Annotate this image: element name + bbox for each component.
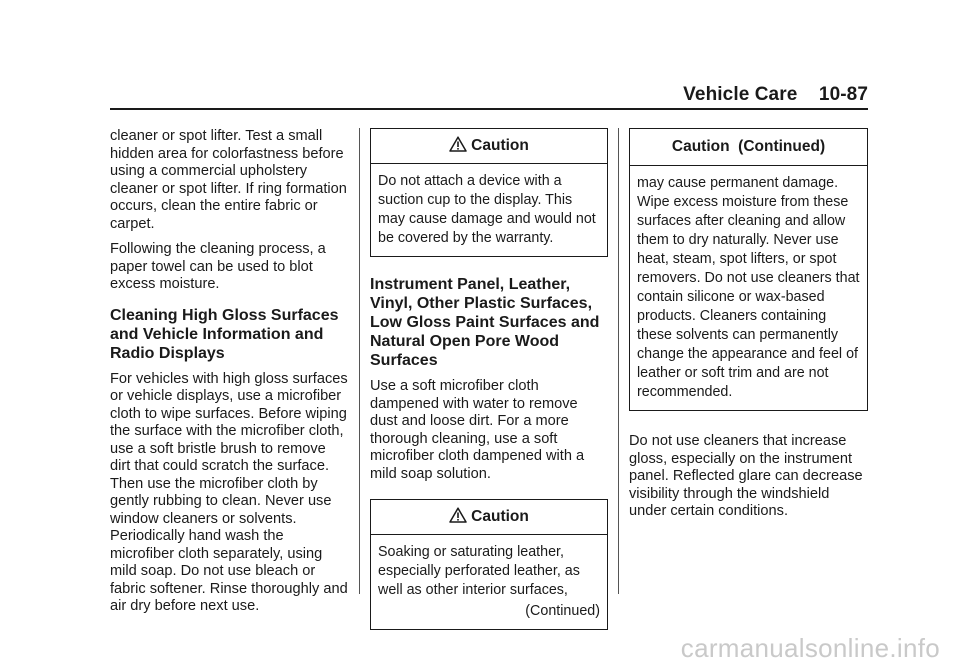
caution-title: Caution (Continued) — [671, 138, 826, 155]
paragraph: Following the cleaning process, a paper towel can be used to blot excess moisture. — [110, 241, 326, 292]
column-divider-1 — [359, 128, 360, 594]
paragraph: cleaner or spot lifter. Test a small hidden area for colorfastness before using a commercial upholstery cleaner or spot lifter. If ring formation occurs, clean the entire fabric or carpet. — [110, 128, 347, 232]
column-1 — [110, 128, 350, 624]
continued-label: (Continued) — [525, 603, 600, 619]
paragraph: Do not use cleaners that increase gloss, especially on the instrument panel. Reflected glare can decrease visibility through the windshield under certain conditions. — [629, 433, 863, 519]
page-header — [110, 80, 868, 106]
watermark: carmanualsonline.info — [680, 633, 940, 663]
caution-header — [371, 129, 607, 164]
paragraph: For vehicles with high gloss surfaces or vehicle displays, use a microfiber cloth to wipe surfaces. Before wiping the surface with the microfiber cloth, use a soft bristle brush to remove dirt that could scratch the surface. Then use the microfiber cloth by gently rubbing to clean. Never use window cleaners or solvents. Periodically hand wash the microfiber cloth separately, using mild soap. Do not use bleach or fabric softener. Rinse thoroughly and air dry before next use. — [110, 370, 348, 614]
paragraph: Use a soft microfiber cloth dampened with water to remove dust and loose dirt. For a more thorough cleaning, use a soft microfiber cloth dampened with a mild soap solution. — [370, 378, 585, 482]
caution-body: may cause permanent damage. Wipe excess moisture from these surfaces after cleaning and allow them to dry naturally. Never use heat, steam, spot lifters, or spot removers. Do not use cleaners that contain silicone or wax-based products. Cleaners containing these solvents can permanently change the appearance and feel of leather or soft trim and are not recommended. — [637, 175, 860, 400]
caution-box — [370, 499, 608, 630]
section-heading: Instrument Panel, Leather, Vinyl, Other Plastic Surfaces, Low Gloss Paint Surfaces and Natural Open Pore Wood Surfaces — [370, 276, 600, 369]
column-2 — [370, 128, 608, 648]
header-rule — [110, 108, 868, 110]
section-heading: Cleaning High Gloss Surfaces and Vehicle Information and Radio Displays — [110, 306, 339, 362]
caution-text: Soaking or saturating leather, especially perforated leather, as well as other interior surfaces, — [378, 544, 580, 598]
column-divider-2 — [618, 128, 619, 594]
column-3 — [629, 128, 868, 529]
caution-header — [371, 500, 607, 535]
caution-body — [371, 535, 607, 629]
caution-body: Do not attach a device with a suction cup to the display. This may cause damage and would not be covered by the warranty. — [378, 173, 596, 246]
warning-icon — [449, 507, 467, 523]
page-title: Vehicle Care 10-87 — [683, 84, 868, 105]
caution-header — [630, 129, 867, 166]
warning-icon — [449, 136, 467, 152]
caution-box — [370, 128, 608, 257]
caution-title: Caution — [471, 137, 529, 154]
caution-title: Caution — [471, 508, 529, 525]
caution-box — [629, 128, 868, 411]
